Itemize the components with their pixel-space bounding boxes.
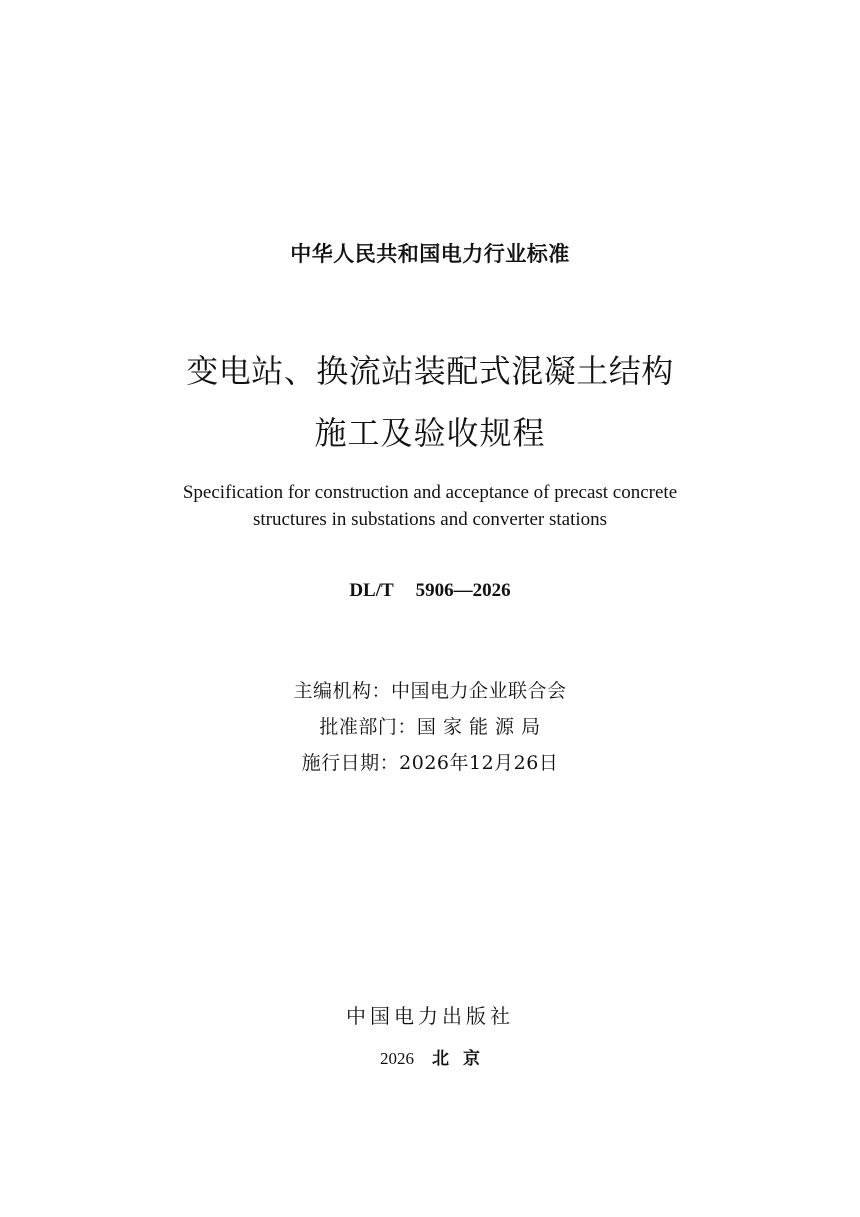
industry-standard-header: 中华人民共和国电力行业标准	[290, 242, 570, 266]
english-title-line-1: Specification for construction and acceptance of precast concrete	[182, 482, 678, 503]
chinese-title-line-2: 施工及验收规程	[314, 414, 546, 452]
publication-city: 北京	[432, 1049, 494, 1068]
publisher-name: 中国电力出版社	[346, 1004, 514, 1028]
publication-year-and-city	[0, 1044, 860, 1069]
standard-code-prefix: DL/T	[349, 580, 394, 601]
standard-code	[0, 580, 860, 602]
standard-code-number: 5906—2026	[415, 580, 511, 601]
chief-editor-line: 主编机构：中国电力企业联合会	[293, 680, 567, 702]
chinese-title-line-1: 变电站、换流站装配式混凝土结构	[186, 352, 674, 390]
english-title-line-2: structures in substations and converter stations	[252, 509, 608, 530]
effective-date-line: 施行日期：2026年12月26日	[301, 752, 559, 774]
publication-year: 2026	[380, 1049, 414, 1068]
approval-department-line: 批准部门：国 家 能 源 局	[319, 716, 541, 738]
